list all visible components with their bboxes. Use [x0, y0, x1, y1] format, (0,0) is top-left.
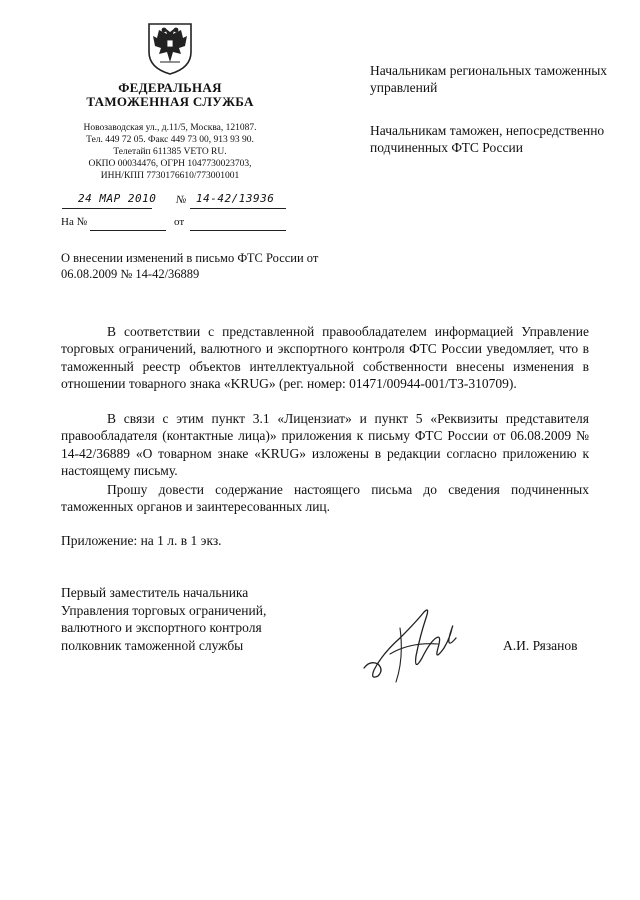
in-reply-label: На № — [61, 216, 88, 228]
address-line: ОКПО 00034476, ОГРН 1047730023703, — [88, 159, 252, 169]
number-label: № — [176, 194, 187, 206]
russian-coat-of-arms-icon — [145, 18, 195, 76]
body-paragraph-1: В соответствии с представленной правообладателем информацией Управление торговых ограничений, валютного и экспортного контроля ФТС России уведомляет, что в таможенный реестр объектов интеллектуальной собственности внесены изменения в отношении товарного знака «KRUG» (рег. номер: 01471/00944-001/ТЗ-310709). — [61, 324, 589, 391]
attachment-note: Приложение: на 1 л. в 1 экз. — [61, 533, 222, 548]
letter-subject: О внесении изменений в письмо ФТС России от 06.08.2009 № 14-42/36889 — [61, 251, 319, 281]
handwritten-signature — [360, 598, 470, 688]
reply-number-underline — [90, 229, 166, 231]
signatory-position — [61, 584, 321, 654]
registration-date: 24 МАР 2010 — [78, 192, 157, 205]
date-underline — [62, 207, 152, 209]
number-underline — [190, 207, 286, 209]
address-line: Тел. 449 72 05. Факс 449 73 00, 913 93 90. — [86, 135, 254, 145]
position-line: Первый заместитель начальника — [61, 585, 249, 600]
position-line: полковник таможенной службы — [61, 637, 244, 653]
address-line: Новозаводская ул., д.11/5, Москва, 121087. — [83, 123, 257, 133]
from-label: от — [174, 216, 185, 228]
registration-number: 14-42/13936 — [196, 192, 275, 205]
position-line: Управления торговых ограничений, — [61, 602, 267, 618]
body-paragraph-3: Прошу довести содержание настоящего письма до сведения подчиненных таможенных органов и заинтересованных лиц. — [61, 482, 589, 515]
signatory-name: А.И. Рязанов — [503, 638, 578, 653]
body-paragraph-2: В связи с этим пункт 3.1 «Лицензиат» и пункт 5 «Реквизиты представителя правообладателя (контактные лица)» приложения к письму ФТС России от 06.08.2009 № 14-42/36889 «О товарном знаке «KRUG» изложены в редакции согласно приложению к настоящему письму. — [61, 411, 589, 478]
addressee-customs: Начальникам таможен, непосредственно подчиненных ФТС России — [370, 123, 605, 155]
position-line: валютного и экспортного контроля — [61, 620, 262, 636]
addressee-regional: Начальникам региональных таможенных управлений — [370, 63, 608, 95]
org-name-line1: ФЕДЕРАЛЬНАЯ — [118, 80, 222, 95]
address-line: Телетайп 611385 VETO RU. — [113, 147, 227, 157]
org-name-line2: ТАМОЖЕННАЯ СЛУЖБА — [86, 94, 254, 109]
reply-date-underline — [190, 229, 286, 231]
address-line: ИНН/КПП 7730176610/773001001 — [100, 171, 240, 181]
